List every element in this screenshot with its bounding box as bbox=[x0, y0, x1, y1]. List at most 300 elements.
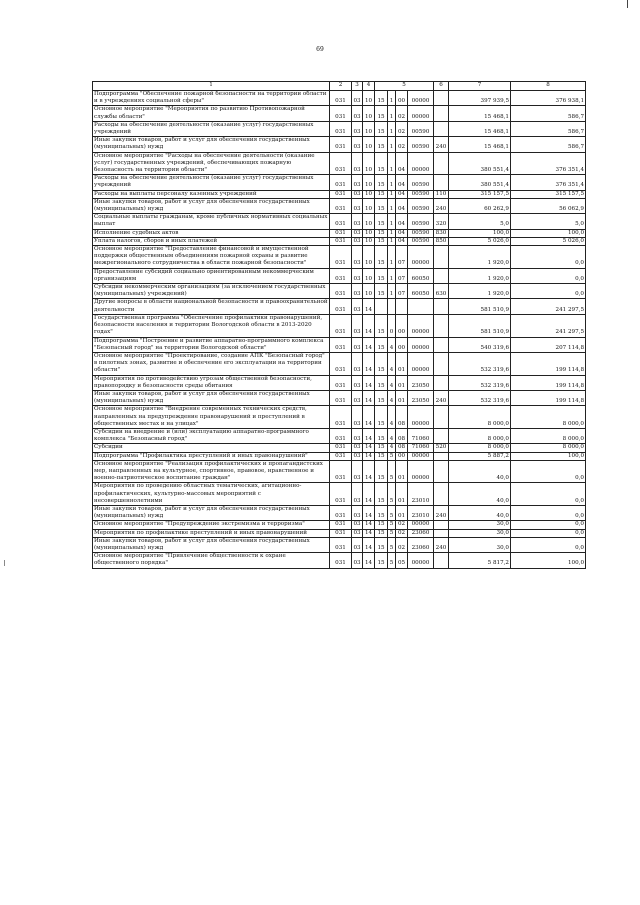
code-expense-type bbox=[434, 268, 449, 283]
code-program: 15 bbox=[375, 314, 388, 337]
row-name: Иные закупки товаров, работ и услуг для обеспечения государственных (муниципальных) нужд bbox=[93, 390, 330, 405]
code-subsection: 10 bbox=[363, 175, 375, 190]
table-row bbox=[93, 452, 586, 460]
code-subprogram: 1 bbox=[388, 152, 396, 175]
amount-year-2: 0,0 bbox=[511, 521, 586, 529]
table-row bbox=[93, 375, 586, 390]
row-name: Подпрограмма "Построение и развитие аппаратно-программного комплекса "Безопасный город" на территории Вологодской области" bbox=[93, 337, 330, 352]
code-admin: 031 bbox=[330, 237, 352, 245]
code-subsection: 14 bbox=[363, 406, 375, 429]
row-name: Основное мероприятие "Расходы на обеспечение деятельности (оказание услуг) государственных учреждений, обеспечивающих пожарную безопасность на территории области" bbox=[93, 152, 330, 175]
code-admin: 031 bbox=[330, 452, 352, 460]
code-subprogram: 1 bbox=[388, 198, 396, 213]
code-subprogram: 4 bbox=[388, 406, 396, 429]
code-event: 04 bbox=[396, 214, 408, 229]
amount-year-2: 241 297,5 bbox=[511, 314, 586, 337]
amount-year-1: 315 157,5 bbox=[449, 190, 511, 198]
header-col-4: 4 bbox=[363, 82, 375, 91]
code-expense-type bbox=[434, 91, 449, 106]
code-subprogram: 1 bbox=[388, 137, 396, 152]
code-expense-type: 520 bbox=[434, 444, 449, 452]
table-row bbox=[93, 428, 586, 443]
table-row bbox=[93, 537, 586, 552]
code-section: 03 bbox=[352, 246, 363, 269]
code-direction: 60050 bbox=[408, 268, 434, 283]
code-subsection: 10 bbox=[363, 137, 375, 152]
code-program bbox=[375, 299, 388, 314]
code-expense-type bbox=[434, 337, 449, 352]
code-direction: 00000 bbox=[408, 406, 434, 429]
table-row bbox=[93, 137, 586, 152]
amount-year-2: 199 114,8 bbox=[511, 352, 586, 375]
code-subprogram: 1 bbox=[388, 214, 396, 229]
table-row bbox=[93, 268, 586, 283]
amount-year-2: 0,0 bbox=[511, 505, 586, 520]
code-subsection: 10 bbox=[363, 106, 375, 121]
amount-year-1: 532 319,6 bbox=[449, 352, 511, 375]
code-expense-type bbox=[434, 246, 449, 269]
code-program: 15 bbox=[375, 352, 388, 375]
code-section: 03 bbox=[352, 390, 363, 405]
code-program: 15 bbox=[375, 229, 388, 237]
code-expense-type: 830 bbox=[434, 229, 449, 237]
code-section: 03 bbox=[353, 190, 361, 197]
amount-year-2: 586,7 bbox=[511, 106, 586, 121]
code-program: 15 bbox=[375, 198, 388, 213]
amount-year-1: 5,0 bbox=[449, 214, 511, 229]
amount-year-2: 0,0 bbox=[511, 460, 586, 483]
scan-margin-mark bbox=[4, 560, 5, 566]
code-subsection: 14 bbox=[363, 299, 375, 314]
code-section: 03 bbox=[352, 406, 363, 429]
table-row bbox=[93, 314, 586, 337]
row-name: Исполнение судебных актов bbox=[93, 229, 330, 237]
row-name: Расходы на обеспечение деятельности (оказание услуг) государственных учреждений bbox=[93, 175, 330, 190]
code-expense-type: 240 bbox=[434, 198, 449, 213]
code-admin: 031 bbox=[330, 521, 352, 529]
amount-year-2: 376 351,4 bbox=[511, 152, 586, 175]
code-subprogram: 1 bbox=[388, 284, 396, 299]
code-subsection: 10 bbox=[363, 229, 375, 237]
row-name: Иные закупки товаров, работ и услуг для обеспечения государственных (муниципальных) нужд bbox=[93, 505, 330, 520]
code-direction: 23060 bbox=[408, 537, 434, 552]
code-expense-type: 240 bbox=[434, 537, 449, 552]
code-expense-type: 240 bbox=[434, 505, 449, 520]
code-subsection: 14 bbox=[363, 375, 375, 390]
code-admin: 031 bbox=[330, 246, 352, 269]
code-subprogram: 1 bbox=[388, 246, 396, 269]
code-expense-type bbox=[434, 121, 449, 136]
amount-year-1: 40,0 bbox=[449, 460, 511, 483]
code-program: 15 bbox=[375, 106, 388, 121]
amount-year-2: 100,0 bbox=[511, 553, 586, 568]
code-section: 03 bbox=[352, 299, 363, 314]
code-program: 15 bbox=[375, 284, 388, 299]
code-subprogram: 1 bbox=[388, 237, 396, 245]
code-event: 05 bbox=[396, 553, 408, 568]
code-event: 02 bbox=[396, 106, 408, 121]
amount-year-2: 376 351,4 bbox=[511, 175, 586, 190]
amount-year-2: 0,0 bbox=[511, 284, 586, 299]
code-expense-type bbox=[434, 299, 449, 314]
amount-year-2: 5,0 bbox=[511, 214, 586, 229]
code-admin: 031 bbox=[330, 91, 352, 106]
code-section: 03 bbox=[352, 91, 363, 106]
code-admin: 031 bbox=[330, 375, 352, 390]
code-admin: 031 bbox=[330, 406, 352, 429]
amount-year-1: 40,0 bbox=[449, 505, 511, 520]
code-program: 15 bbox=[375, 91, 388, 106]
code-direction: 00000 bbox=[408, 460, 434, 483]
table-row bbox=[93, 152, 586, 175]
amount-year-1: 8 000,0 bbox=[449, 428, 511, 443]
code-direction: 00000 bbox=[408, 314, 434, 337]
code-program: 15 bbox=[375, 553, 388, 568]
code-event: 04 bbox=[396, 190, 408, 198]
code-event: 01 bbox=[396, 375, 408, 390]
code-section: 03 bbox=[352, 553, 363, 568]
code-admin: 031 bbox=[330, 444, 352, 452]
row-name: Основное мероприятие "Проектирование, создание АПК "Безопасный город" в пилотных зонах, развитие и обеспечение его эксплуатации на территории области" bbox=[93, 352, 330, 375]
table-row bbox=[93, 553, 586, 568]
code-subprogram: 4 bbox=[388, 337, 396, 352]
code-direction: 00000 bbox=[408, 553, 434, 568]
row-name: Субсидии некоммерческим организациям (за исключением государственных (муниципальных) учреждений) bbox=[93, 284, 330, 299]
code-direction: 00000 bbox=[408, 337, 434, 352]
amount-year-2: 207 114,8 bbox=[511, 337, 586, 352]
table-row bbox=[93, 406, 586, 429]
code-expense-type bbox=[434, 521, 449, 529]
table-row bbox=[93, 190, 586, 198]
code-section: 03 bbox=[352, 152, 363, 175]
header-col-2: 2 bbox=[330, 82, 352, 91]
table-row bbox=[93, 229, 586, 237]
code-expense-type bbox=[434, 483, 449, 506]
row-name: Основное мероприятие "Предупреждение экстремизма и терроризма" bbox=[93, 521, 330, 529]
code-section: 03 bbox=[352, 505, 363, 520]
code-section: 03 bbox=[353, 237, 361, 244]
code-section: 03 bbox=[352, 537, 363, 552]
code-event: 02 bbox=[396, 121, 408, 136]
code-expense-type: 240 bbox=[434, 390, 449, 405]
row-name: Субсидии bbox=[93, 444, 330, 452]
code-subsection: 10 bbox=[363, 284, 375, 299]
amount-year-2: 241 297,5 bbox=[511, 299, 586, 314]
code-direction: 00590 bbox=[408, 237, 434, 245]
code-section: 03 bbox=[353, 521, 361, 528]
amount-year-1: 380 551,4 bbox=[449, 175, 511, 190]
code-subsection: 14 bbox=[363, 460, 375, 483]
code-direction: 71060 bbox=[408, 428, 434, 443]
code-direction: 00590 bbox=[408, 137, 434, 152]
code-admin: 031 bbox=[330, 229, 352, 237]
code-subsection: 14 bbox=[363, 521, 375, 529]
code-expense-type bbox=[434, 460, 449, 483]
code-direction: 00590 bbox=[408, 190, 434, 198]
code-program: 15 bbox=[375, 390, 388, 405]
code-admin: 031 bbox=[330, 214, 352, 229]
code-admin: 031 bbox=[330, 152, 352, 175]
amount-year-1: 30,0 bbox=[449, 537, 511, 552]
code-section: 03 bbox=[352, 375, 363, 390]
amount-year-1: 8 000,0 bbox=[449, 444, 511, 452]
code-section: 03 bbox=[352, 314, 363, 337]
code-admin: 031 bbox=[330, 390, 352, 405]
code-subprogram: 1 bbox=[388, 175, 396, 190]
code-event: 00 bbox=[396, 337, 408, 352]
code-program: 15 bbox=[375, 505, 388, 520]
code-subprogram: 4 bbox=[388, 352, 396, 375]
code-subsection: 14 bbox=[363, 444, 375, 452]
code-subprogram: 5 bbox=[388, 452, 396, 460]
code-section: 03 bbox=[352, 284, 363, 299]
code-subprogram: 5 bbox=[388, 537, 396, 552]
code-subsection: 10 bbox=[363, 152, 375, 175]
code-admin: 031 bbox=[330, 553, 352, 568]
row-name: Основное мероприятие "Реализация профилактических и пропагандистских мер, направленных на культурное, спортивное, правовое, нравственное и военно-патриотическое воспитание граждан" bbox=[93, 460, 330, 483]
row-name: Уплата налогов, сборов и иных платежей bbox=[93, 237, 330, 245]
code-event: 08 bbox=[396, 444, 408, 452]
code-subsection: 10 bbox=[363, 268, 375, 283]
code-event: 04 bbox=[396, 152, 408, 175]
amount-year-2: 586,7 bbox=[511, 137, 586, 152]
row-name: Подпрограмма "Обеспечение пожарной безопасности на территории области и в учреждениях социальной сферы" bbox=[93, 91, 330, 106]
code-expense-type: 850 bbox=[434, 237, 449, 245]
code-event: 01 bbox=[396, 483, 408, 506]
code-admin: 031 bbox=[330, 121, 352, 136]
code-admin: 031 bbox=[330, 428, 352, 443]
code-subsection: 14 bbox=[363, 428, 375, 443]
code-direction: 00590 bbox=[408, 214, 434, 229]
row-name: Расходы на обеспечение деятельности (оказание услуг) государственных учреждений bbox=[93, 121, 330, 136]
code-direction: 00000 bbox=[408, 152, 434, 175]
row-name: Основное мероприятие "Внедрение современных технических средств, направленных на предупреждение правонарушений и преступлений в общественных местах и на улицах" bbox=[93, 406, 330, 429]
code-expense-type bbox=[434, 352, 449, 375]
code-program: 15 bbox=[375, 521, 388, 529]
code-expense-type: 110 bbox=[434, 190, 449, 198]
code-program: 15 bbox=[375, 137, 388, 152]
amount-year-1: 5 026,0 bbox=[449, 237, 511, 245]
code-section: 03 bbox=[353, 452, 361, 459]
code-program: 15 bbox=[375, 529, 388, 537]
code-subsection: 10 bbox=[363, 91, 375, 106]
amount-year-2: 376 938,1 bbox=[511, 91, 586, 106]
code-subsection: 10 bbox=[363, 214, 375, 229]
code-subsection: 14 bbox=[363, 537, 375, 552]
amount-year-2: 100,0 bbox=[511, 229, 586, 237]
code-expense-type bbox=[434, 553, 449, 568]
code-direction: 00000 bbox=[408, 352, 434, 375]
code-subprogram: 1 bbox=[388, 91, 396, 106]
row-name: Мероприятия по противодействию угрозам общественной безопасности, правопорядку и безопасности среды обитания bbox=[93, 375, 330, 390]
amount-year-2: 315 157,5 bbox=[511, 190, 586, 198]
table-row bbox=[93, 460, 586, 483]
code-subprogram: 1 bbox=[388, 229, 396, 237]
row-name: Иные закупки товаров, работ и услуг для обеспечения государственных (муниципальных) нужд bbox=[93, 198, 330, 213]
code-event: 07 bbox=[396, 284, 408, 299]
budget-table bbox=[92, 81, 586, 569]
code-event: 08 bbox=[396, 406, 408, 429]
code-event: 04 bbox=[396, 198, 408, 213]
code-admin: 031 bbox=[330, 268, 352, 283]
code-section: 03 bbox=[352, 268, 363, 283]
amount-year-2: 0,0 bbox=[511, 537, 586, 552]
code-subprogram: 5 bbox=[388, 521, 396, 529]
row-name: Субсидии на внедрение и (или) эксплуатацию аппаратно-программного комплекса "Безопасный город" bbox=[93, 428, 330, 443]
amount-year-2: 0,0 bbox=[511, 483, 586, 506]
row-name: Иные закупки товаров, работ и услуг для обеспечения государственных (муниципальных) нужд bbox=[93, 137, 330, 152]
code-event: 07 bbox=[396, 246, 408, 269]
table-row bbox=[93, 284, 586, 299]
table-row bbox=[93, 175, 586, 190]
amount-year-2: 0,0 bbox=[511, 246, 586, 269]
table-row bbox=[93, 529, 586, 537]
code-event: 01 bbox=[396, 505, 408, 520]
code-program: 15 bbox=[375, 537, 388, 552]
code-subprogram: 4 bbox=[388, 428, 396, 443]
code-expense-type bbox=[434, 529, 449, 537]
table-row bbox=[93, 444, 586, 452]
amount-year-2: 8 000,0 bbox=[511, 444, 586, 452]
amount-year-1: 8 000,0 bbox=[449, 406, 511, 429]
code-expense-type: 240 bbox=[434, 137, 449, 152]
header-col-6: 6 bbox=[434, 82, 449, 91]
table-row bbox=[93, 352, 586, 375]
code-subprogram: 4 bbox=[388, 390, 396, 405]
code-section: 03 bbox=[352, 483, 363, 506]
code-subprogram: 1 bbox=[388, 121, 396, 136]
code-subprogram: 5 bbox=[388, 529, 396, 537]
code-subsection: 14 bbox=[363, 314, 375, 337]
code-section: 03 bbox=[353, 444, 361, 451]
amount-year-1: 581 510,9 bbox=[449, 299, 511, 314]
amount-year-1: 1 920,0 bbox=[449, 284, 511, 299]
code-direction: 60050 bbox=[408, 284, 434, 299]
code-event: 01 bbox=[396, 352, 408, 375]
code-program: 15 bbox=[375, 483, 388, 506]
code-direction: 23050 bbox=[408, 375, 434, 390]
code-subsection: 14 bbox=[363, 505, 375, 520]
code-expense-type bbox=[434, 175, 449, 190]
code-direction: 23010 bbox=[408, 505, 434, 520]
amount-year-2: 199 114,8 bbox=[511, 375, 586, 390]
header-row bbox=[93, 82, 586, 91]
code-subsection: 14 bbox=[363, 483, 375, 506]
code-section: 03 bbox=[353, 529, 361, 536]
code-event: 07 bbox=[396, 268, 408, 283]
code-subsection: 10 bbox=[363, 246, 375, 269]
code-event: 00 bbox=[396, 314, 408, 337]
header-col-3: 3 bbox=[352, 82, 363, 91]
code-subprogram: 0 bbox=[388, 314, 396, 337]
amount-year-1: 100,0 bbox=[449, 229, 511, 237]
code-admin: 031 bbox=[330, 299, 352, 314]
code-section: 03 bbox=[352, 214, 363, 229]
row-name: Мероприятия по профилактике преступлений и иных правонарушений bbox=[93, 529, 330, 537]
amount-year-1: 540 319,6 bbox=[449, 337, 511, 352]
code-subprogram: 4 bbox=[388, 375, 396, 390]
code-program: 15 bbox=[375, 121, 388, 136]
amount-year-1: 60 262,9 bbox=[449, 198, 511, 213]
table-row bbox=[93, 390, 586, 405]
code-event: 01 bbox=[396, 460, 408, 483]
amount-year-1: 1 920,0 bbox=[449, 268, 511, 283]
amount-year-2: 8 000,0 bbox=[511, 406, 586, 429]
row-name: Государственная программа "Обеспечение профилактики правонарушений, безопасности населения и территории Вологодской области в 2013-2020 годах" bbox=[93, 314, 330, 337]
amount-year-1: 15 468,1 bbox=[449, 137, 511, 152]
code-section: 03 bbox=[352, 460, 363, 483]
code-subprogram: 5 bbox=[388, 483, 396, 506]
code-direction: 23010 bbox=[408, 483, 434, 506]
code-subsection: 14 bbox=[363, 352, 375, 375]
code-event: 01 bbox=[396, 390, 408, 405]
code-subsection: 14 bbox=[363, 553, 375, 568]
amount-year-1: 5 817,2 bbox=[449, 553, 511, 568]
code-subsection: 10 bbox=[363, 121, 375, 136]
amount-year-1: 532 319,6 bbox=[449, 390, 511, 405]
code-section: 03 bbox=[352, 352, 363, 375]
code-direction: 00000 bbox=[408, 452, 434, 460]
code-subsection: 10 bbox=[363, 198, 375, 213]
code-program: 15 bbox=[375, 268, 388, 283]
table-row bbox=[93, 337, 586, 352]
code-program: 15 bbox=[375, 175, 388, 190]
amount-year-1: 380 551,4 bbox=[449, 152, 511, 175]
amount-year-2: 56 062,9 bbox=[511, 198, 586, 213]
code-admin: 031 bbox=[330, 529, 352, 537]
code-direction: 00590 bbox=[408, 175, 434, 190]
code-admin: 031 bbox=[330, 352, 352, 375]
row-name: Предоставление субсидий социально ориентированным некоммерческим организациям bbox=[93, 268, 330, 283]
code-program: 15 bbox=[375, 152, 388, 175]
row-name: Основное мероприятие "Предоставление финансовой и имущественной поддержки общественным объединениям пожарной охраны и развитие межрегионального сотрудничества в области пожарной безопасности" bbox=[93, 246, 330, 269]
scan-edge-mark bbox=[627, 0, 628, 8]
code-direction bbox=[408, 299, 434, 314]
code-program: 15 bbox=[375, 444, 388, 452]
code-direction: 00590 bbox=[408, 121, 434, 136]
amount-year-1: 40,0 bbox=[449, 483, 511, 506]
row-name: Мероприятия по проведению областных тематических, агитационно-профилактических, культурно-массовых мероприятий с несовершеннолетними bbox=[93, 483, 330, 506]
row-name: Социальные выплаты гражданам, кроме публичных нормативных социальных выплат bbox=[93, 214, 330, 229]
amount-year-1: 15 468,1 bbox=[449, 106, 511, 121]
code-event: 02 bbox=[396, 529, 408, 537]
amount-year-1: 397 939,5 bbox=[449, 91, 511, 106]
code-admin: 031 bbox=[330, 175, 352, 190]
code-subsection: 14 bbox=[363, 452, 375, 460]
code-section: 03 bbox=[352, 106, 363, 121]
code-admin: 031 bbox=[330, 137, 352, 152]
amount-year-2: 0,0 bbox=[511, 529, 586, 537]
code-admin: 031 bbox=[330, 537, 352, 552]
code-subprogram: 5 bbox=[388, 553, 396, 568]
code-direction: 00590 bbox=[408, 229, 434, 237]
amount-year-2: 199 114,8 bbox=[511, 390, 586, 405]
row-name: Подпрограмма "Профилактика преступлений и иных правонарушений" bbox=[93, 452, 330, 460]
table-row bbox=[93, 299, 586, 314]
code-event: 04 bbox=[396, 175, 408, 190]
code-program: 15 bbox=[375, 375, 388, 390]
code-program: 15 bbox=[375, 428, 388, 443]
code-subprogram: 1 bbox=[388, 190, 396, 198]
code-expense-type bbox=[434, 452, 449, 460]
table-row bbox=[93, 246, 586, 269]
code-section: 03 bbox=[353, 229, 361, 236]
code-event bbox=[396, 299, 408, 314]
amount-year-2: 0,0 bbox=[511, 268, 586, 283]
amount-year-1: 15 468,1 bbox=[449, 121, 511, 136]
code-event: 08 bbox=[396, 428, 408, 443]
row-name: Иные закупки товаров, работ и услуг для обеспечения государственных (муниципальных) нужд bbox=[93, 537, 330, 552]
